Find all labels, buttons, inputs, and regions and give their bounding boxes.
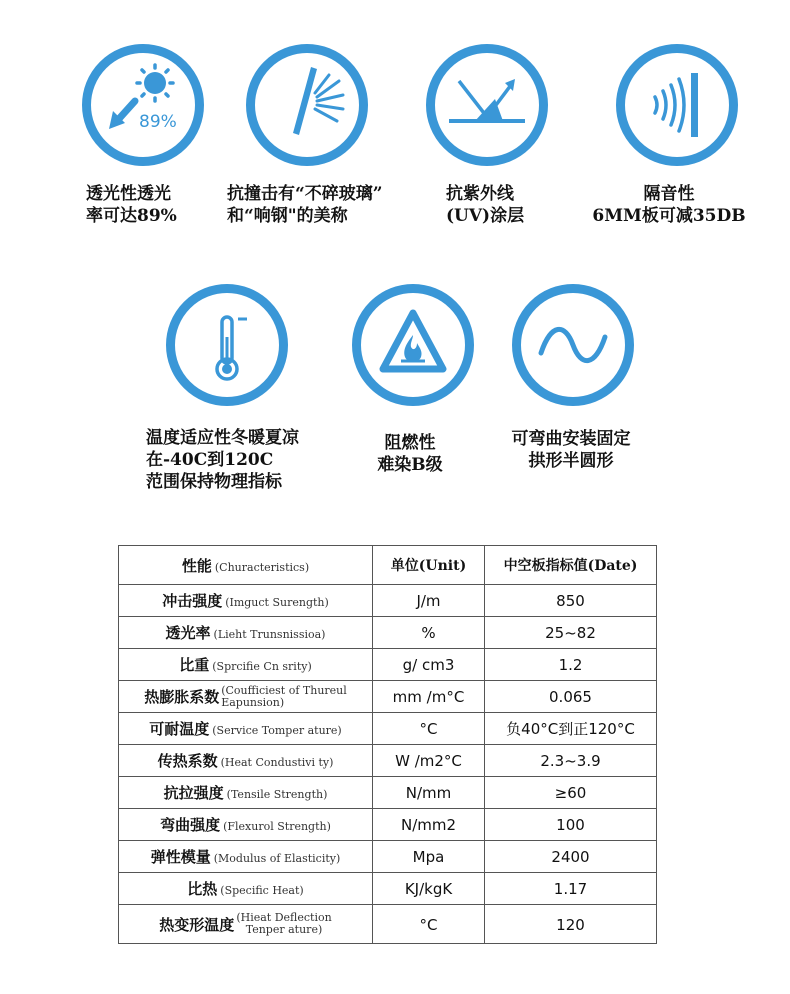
property-cell: [119, 745, 373, 777]
value-cell: [485, 873, 657, 905]
header-unit: [373, 546, 485, 585]
property-en: (Lieht Trunsnissioa): [213, 628, 326, 641]
property-zh: 传热系数: [157, 752, 218, 770]
property-en: (Tensile Strength): [226, 788, 328, 801]
property-en: (Service Tomper ature): [212, 724, 342, 737]
spec-value: 2.3~3.9: [540, 752, 601, 770]
feature-caption-line: 阻燃性: [384, 433, 436, 453]
spec-value: 0.065: [549, 688, 592, 706]
unit-cell: [373, 745, 485, 777]
property-en: (Specific Heat): [220, 884, 304, 897]
feature-caption-line: 抗紫外线: [446, 184, 514, 204]
property-en-line2: Eapunsion): [221, 695, 285, 709]
unit-cell: [373, 841, 485, 873]
feature-caption-line: 难染B级: [377, 455, 443, 475]
property-en: (Modulus of Elasticity): [213, 852, 341, 865]
table-row: [119, 585, 657, 617]
spec-value: 120: [556, 915, 585, 934]
property-en: (Flexurol Strength): [223, 820, 331, 833]
value-cell: [485, 809, 657, 841]
table-row: [119, 681, 657, 713]
header-value: [485, 546, 657, 585]
property-en: (Sprcifie Cn srity): [212, 660, 312, 673]
property-en: (Hieat Deflection: [236, 911, 332, 924]
feature-caption-line: 可弯曲安装固定: [511, 429, 631, 449]
property-cell: [119, 713, 373, 745]
value-cell: [485, 745, 657, 777]
unit-value: °C: [419, 915, 438, 934]
value-cell: [485, 617, 657, 649]
unit-cell: [373, 649, 485, 681]
unit-cell: [373, 681, 485, 713]
sound-insulation-icon: [616, 44, 738, 166]
value-cell: [485, 585, 657, 617]
value-cell: [485, 713, 657, 745]
spec-value: 2400: [551, 848, 590, 866]
feature-caption-line: 率可达89%: [86, 206, 177, 226]
unit-value: KJ/kgK: [404, 880, 453, 898]
property-zh: 弹性模量: [150, 848, 211, 866]
property-cell: [119, 873, 373, 905]
unit-cell: [373, 713, 485, 745]
property-en: (Heat Condustivi ty): [220, 756, 334, 769]
unit-cell: [373, 873, 485, 905]
thermometer-icon: [166, 284, 288, 406]
table-row: [119, 777, 657, 809]
flame-warning-icon: [352, 284, 474, 406]
spec-value: 850: [556, 592, 585, 610]
impact-glass-icon: [246, 44, 368, 166]
table-row: [119, 809, 657, 841]
table-row: [119, 905, 657, 944]
value-cell: [485, 777, 657, 809]
feature-caption-line: (UV)涂层: [446, 206, 525, 226]
header-value-label: 中空板指标值(Date): [503, 558, 638, 574]
feature-caption-line: 透光性透光: [86, 184, 171, 204]
property-zh: 弯曲强度: [160, 816, 221, 834]
unit-value: J/m: [416, 592, 441, 610]
spec-table: [118, 545, 657, 944]
unit-cell: [373, 777, 485, 809]
value-cell: [485, 841, 657, 873]
property-cell: [119, 777, 373, 809]
spec-value: ≥60: [554, 784, 587, 802]
feature-caption-line: 范围保持物理指标: [146, 472, 282, 492]
feature-caption-line: 隔音性: [643, 184, 695, 204]
unit-cell: [373, 585, 485, 617]
value-cell: [485, 649, 657, 681]
unit-cell: [373, 809, 485, 841]
property-zh: 比热: [187, 880, 218, 898]
property-zh: 冲击强度: [162, 592, 223, 610]
unit-value: °C: [419, 720, 438, 738]
spec-value: 1.17: [553, 880, 588, 898]
value-cell: [485, 905, 657, 944]
property-cell: [119, 585, 373, 617]
property-en: (Coufficiest of Thureul: [221, 683, 347, 697]
sun-transmittance-icon: [82, 44, 204, 166]
wave-bend-icon: [512, 284, 634, 406]
transmittance-badge: 89%: [139, 112, 177, 132]
property-zh: 热变形温度: [159, 915, 235, 934]
property-zh: 可耐温度: [149, 720, 210, 738]
spec-value: 负40°C到正120°C: [506, 720, 635, 738]
uv-reflection-icon: [426, 44, 548, 166]
unit-cell: [373, 905, 485, 944]
header-property-en: (Churacteristics): [214, 560, 310, 574]
feature-caption-line: 拱形半圆形: [528, 451, 614, 471]
unit-value: g/ cm3: [402, 656, 455, 674]
table-row: [119, 649, 657, 681]
property-cell: [119, 841, 373, 873]
table-row: [119, 873, 657, 905]
feature-caption-line: 温度适应性冬暖夏凉: [146, 428, 299, 448]
property-cell: [119, 905, 373, 944]
unit-value: mm /m°C: [392, 688, 465, 706]
property-cell: [119, 809, 373, 841]
unit-value: N/mm: [405, 784, 452, 802]
table-row: [119, 841, 657, 873]
spec-value: 25~82: [545, 624, 596, 642]
property-zh: 透光率: [165, 624, 211, 642]
table-row: [119, 617, 657, 649]
property-en: (Imguct Surength): [225, 596, 329, 609]
unit-value: N/mm2: [400, 816, 457, 834]
property-zh: 比重: [179, 656, 210, 674]
property-cell: [119, 649, 373, 681]
table-row: [119, 713, 657, 745]
feature-caption-line: 6MM板可减35DB: [592, 206, 746, 226]
unit-value: %: [421, 624, 436, 642]
unit-value: Mpa: [412, 848, 445, 866]
table-row: [119, 745, 657, 777]
property-en-line2: Tenper ature): [245, 923, 323, 936]
header-property: [119, 546, 373, 585]
table-header-row: [119, 546, 657, 585]
value-cell: [485, 681, 657, 713]
header-unit-label: 单位(Unit): [390, 558, 467, 574]
feature-caption-line: 在-40C到120C: [146, 450, 274, 470]
spec-value: 100: [556, 816, 585, 834]
property-cell: [119, 617, 373, 649]
feature-caption-line: 和“响钢"的美称: [227, 206, 348, 226]
feature-caption-line: 抗撞击有“不碎玻璃”: [227, 184, 383, 204]
spec-value: 1.2: [558, 656, 583, 674]
property-zh: 热膨胀系数: [144, 688, 220, 706]
property-zh: 抗拉强度: [163, 784, 224, 802]
unit-cell: [373, 617, 485, 649]
property-cell: [119, 681, 373, 713]
header-property-zh: 性能: [181, 556, 212, 575]
unit-value: W /m2°C: [395, 752, 462, 770]
